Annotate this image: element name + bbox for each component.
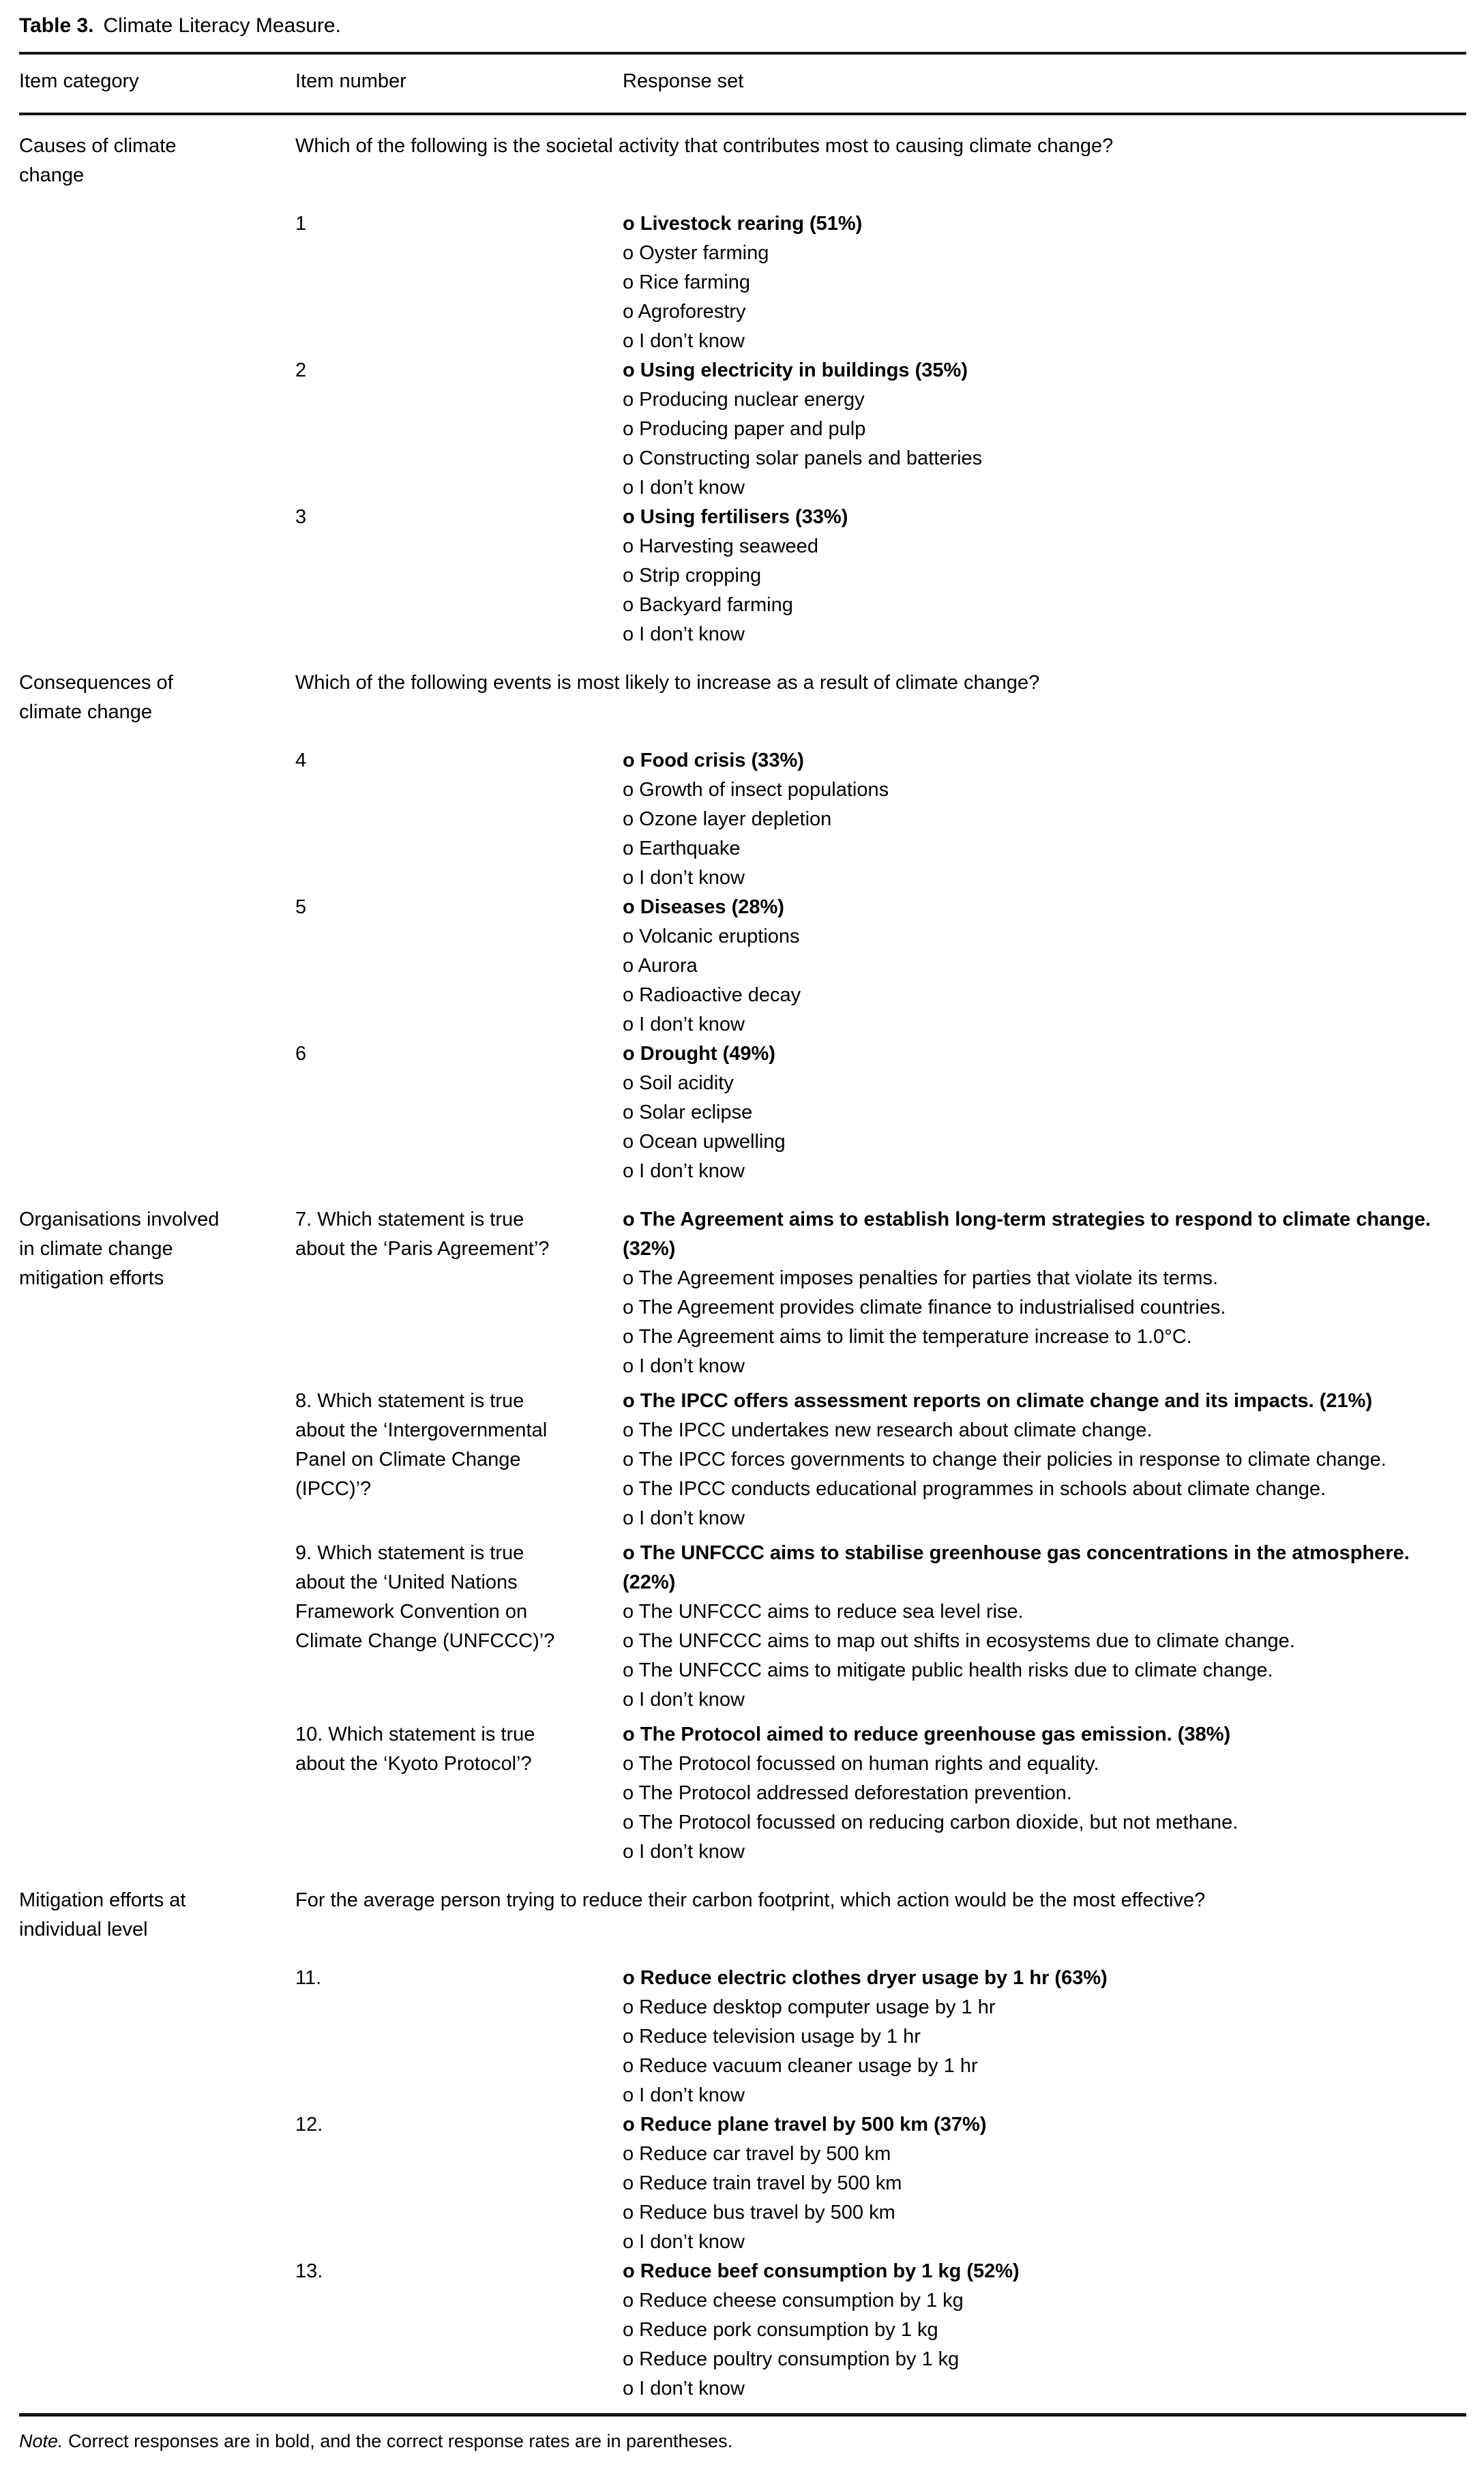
item-row (19, 746, 1466, 893)
response-set (623, 1964, 1466, 2110)
response-set (623, 1387, 1466, 1533)
section-row (19, 132, 1466, 190)
response-option-correct: o Using electricity in buildings (35%) (623, 359, 968, 381)
response-option: o Rice farming (623, 271, 750, 293)
response-option: o Reduce pork consumption by 1 kg (623, 2319, 938, 2341)
response-set (623, 209, 1466, 356)
response-option-correct: o Reduce plane travel by 500 km (37%) (623, 2114, 987, 2136)
item-category (19, 356, 295, 503)
response-option: o I don’t know (623, 867, 745, 889)
item-category (19, 1039, 295, 1186)
response-option: o Earthquake (623, 838, 741, 859)
response-option: o The Agreement provides climate finance to industrialised countries. (623, 1297, 1226, 1318)
table-body (19, 115, 1466, 2413)
response-option: o Growth of insect populations (623, 779, 889, 801)
section-row (19, 668, 1466, 727)
item-category (19, 1720, 295, 1867)
response-option: o I don’t know (623, 477, 745, 499)
response-option: o The Agreement imposes penalties for parties that violate its terms. (623, 1267, 1219, 1289)
item-row (19, 503, 1466, 649)
table-title-text: Climate Literacy Measure. (103, 14, 341, 37)
item-number: 6 (295, 1043, 307, 1065)
item-row (19, 2110, 1466, 2257)
response-option: o I don’t know (623, 1355, 745, 1377)
response-option: o I don’t know (623, 330, 745, 352)
response-option: o I don’t know (623, 1014, 745, 1035)
response-option: o Strip cropping (623, 565, 762, 587)
response-option: o The IPCC undertakes new research about climate change. (623, 1419, 1153, 1441)
item-row (19, 209, 1466, 356)
table-note (19, 2417, 1466, 2482)
item-category: Causes of climate change (19, 135, 177, 186)
item-number: 3 (295, 506, 307, 528)
response-option: o Soil acidity (623, 1072, 734, 1094)
response-option: o Reduce car travel by 500 km (623, 2143, 891, 2165)
response-option: o Reduce desktop computer usage by 1 hr (623, 1996, 996, 2018)
item-number: 8. Which statement is true about the ‘Intergovernmental Panel on Climate Change (IPCC)’? (295, 1390, 548, 1500)
item-number: 7. Which statement is true about the ‘Paris Agreement’? (295, 1209, 550, 1260)
item-category (19, 2110, 295, 2257)
item-number: 12. (295, 2114, 323, 2136)
response-option-correct: o Food crisis (33%) (623, 750, 804, 771)
response-option-correct: o The Protocol aimed to reduce greenhouse gas emission. (38%) (623, 1724, 1231, 1745)
response-option: o I don’t know (623, 2084, 745, 2106)
response-option: o The UNFCCC aims to mitigate public health risks due to climate change. (623, 1659, 1273, 1681)
item-category (19, 209, 295, 356)
item-row (19, 2257, 1466, 2404)
response-option: o The IPCC forces governments to change their policies in response to climate change. (623, 1449, 1386, 1471)
response-option-correct: o Using fertilisers (33%) (623, 506, 848, 528)
response-set (623, 1039, 1466, 1186)
response-option: o Ocean upwelling (623, 1131, 786, 1153)
response-option: o I don’t know (623, 1160, 745, 1182)
column-header-response-set: Response set (623, 70, 744, 92)
item-row (19, 1720, 1466, 1867)
item-number: 13. (295, 2260, 323, 2282)
response-option: o Oyster farming (623, 242, 769, 264)
response-option: o Ozone layer depletion (623, 808, 832, 830)
response-option: o Volcanic eruptions (623, 926, 800, 947)
response-option: o The UNFCCC aims to reduce sea level rise. (623, 1601, 1024, 1623)
section-question: Which of the following events is most likely to increase as a result of climate change? (295, 672, 1040, 694)
response-option: o Aurora (623, 955, 698, 977)
item-row (19, 356, 1466, 503)
response-option: o Reduce poultry consumption by 1 kg (623, 2348, 960, 2370)
response-option: o Radioactive decay (623, 984, 801, 1006)
item-category (19, 1539, 295, 1715)
response-set (623, 893, 1466, 1039)
response-option: o I don’t know (623, 1689, 745, 1711)
response-option: o The Protocol focussed on reducing carbon dioxide, but not methane. (623, 1812, 1238, 1833)
item-number: 10. Which statement is true about the ‘Kyoto Protocol’? (295, 1724, 535, 1775)
item-category (19, 1964, 295, 2110)
response-option: o Reduce bus travel by 500 km (623, 2202, 895, 2224)
item-row (19, 1387, 1466, 1533)
response-option: o Reduce vacuum cleaner usage by 1 hr (623, 2055, 978, 2077)
response-set (623, 2257, 1466, 2404)
table-title-label: Table 3. (19, 14, 94, 37)
response-option: o The Protocol addressed deforestation prevention. (623, 1782, 1072, 1804)
response-option-correct: o The UNFCCC aims to stabilise greenhouse gas concentrations in the atmosphere. (22%) (623, 1542, 1410, 1593)
response-set (623, 1205, 1466, 1381)
item-number: 9. Which statement is true about the ‘United Nations Framework Convention on Climate Change (UNFCCC)’? (295, 1542, 555, 1652)
item-row (19, 893, 1466, 1039)
response-option-correct: o Reduce electric clothes dryer usage by 1 hr (63%) (623, 1967, 1108, 1989)
table-header-row (19, 55, 1466, 113)
note-text: Correct responses are in bold, and the correct response rates are in parentheses. (63, 2431, 733, 2451)
section-question: For the average person trying to reduce their carbon footprint, which action would be the most effective? (295, 1889, 1206, 1911)
response-option: o I don’t know (623, 1841, 745, 1863)
response-option: o Solar eclipse (623, 1102, 753, 1123)
response-option: o I don’t know (623, 2378, 745, 2399)
response-option-correct: o Diseases (28%) (623, 896, 784, 918)
response-option: o Reduce cheese consumption by 1 kg (623, 2290, 964, 2311)
item-category (19, 746, 295, 893)
response-option: o The Agreement aims to limit the temperature increase to 1.0°C. (623, 1326, 1192, 1348)
section-row (19, 1886, 1466, 1945)
response-option: o Agroforestry (623, 301, 746, 323)
response-option: o The IPCC conducts educational programmes in schools about climate change. (623, 1478, 1326, 1500)
response-option: o Producing paper and pulp (623, 418, 866, 440)
item-number: 2 (295, 359, 307, 381)
item-row (19, 1964, 1466, 2110)
item-number: 4 (295, 750, 307, 771)
response-option-correct: o Livestock rearing (51%) (623, 213, 863, 235)
item-number: 5 (295, 896, 307, 918)
response-option: o I don’t know (623, 623, 745, 645)
response-set (623, 1720, 1466, 1867)
item-row (19, 1205, 1466, 1381)
item-category: Mitigation efforts at individual level (19, 1889, 186, 1940)
item-category (19, 503, 295, 649)
response-option-correct: o The Agreement aims to establish long-term strategies to respond to climate change. (32%) (623, 1209, 1431, 1260)
item-category: Consequences of climate change (19, 672, 173, 723)
table-title (19, 11, 1466, 41)
response-option: o I don’t know (623, 1507, 745, 1529)
item-number: 11. (295, 1967, 322, 1989)
response-option: o Harvesting seaweed (623, 535, 818, 557)
response-option: o Constructing solar panels and batteries (623, 447, 983, 469)
response-option-correct: o The IPCC offers assessment reports on climate change and its impacts. (21%) (623, 1390, 1373, 1412)
column-header-item-category: Item category (19, 70, 139, 92)
item-row (19, 1039, 1466, 1186)
note-label: Note. (19, 2431, 63, 2451)
response-option: o The UNFCCC aims to map out shifts in ecosystems due to climate change. (623, 1630, 1295, 1652)
item-category: Organisations involved in climate change mitigation efforts (19, 1209, 220, 1289)
item-category (19, 893, 295, 1039)
response-option: o Reduce television usage by 1 hr (623, 2026, 921, 2048)
item-number: 1 (295, 213, 307, 235)
response-option-correct: o Reduce beef consumption by 1 kg (52%) (623, 2260, 1020, 2282)
response-option: o Producing nuclear energy (623, 389, 865, 411)
item-category (19, 2257, 295, 2404)
response-option-correct: o Drought (49%) (623, 1043, 775, 1065)
response-set (623, 1539, 1466, 1715)
response-set (623, 503, 1466, 649)
section-question: Which of the following is the societal activity that contributes most to causing climate change? (295, 135, 1114, 157)
response-set (623, 2110, 1466, 2257)
item-category (19, 1387, 295, 1533)
item-row (19, 1539, 1466, 1715)
response-option: o Backyard farming (623, 594, 793, 616)
response-option: o The Protocol focussed on human rights and equality. (623, 1753, 1099, 1775)
column-header-item-number: Item number (295, 70, 406, 92)
response-set (623, 356, 1466, 503)
response-option: o Reduce train travel by 500 km (623, 2172, 902, 2194)
response-option: o I don’t know (623, 2231, 745, 2253)
response-set (623, 746, 1466, 893)
